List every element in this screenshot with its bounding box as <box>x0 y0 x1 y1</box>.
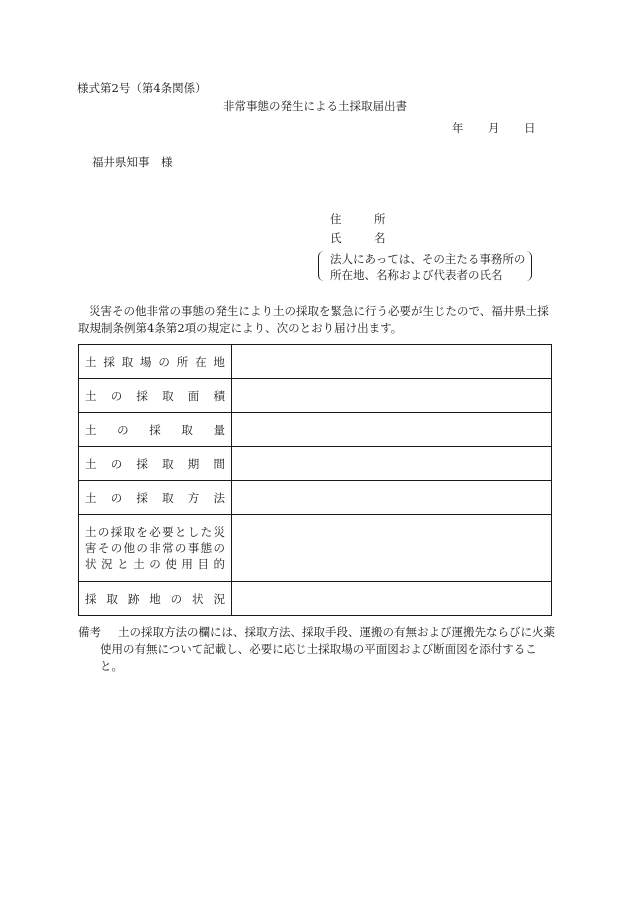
remarks-label: 備考 <box>78 625 101 639</box>
label-extraction-amount: 土 の 採 取 量 <box>79 413 232 447</box>
corporation-note-line: 所在地、名称および代表者の氏名 <box>330 268 503 282</box>
corporation-note-text <box>330 251 525 283</box>
table-row <box>79 379 552 413</box>
right-bracket <box>525 251 532 281</box>
intro-paragraph: 災害その他非常の事態の発生により土の採取を緊急に行う必要が生じたので、福井県土採取規制条例第4条第2項の規定により、次のとおり届け出ます。 <box>78 304 549 335</box>
date-month: 月 <box>488 121 500 135</box>
input-emergency-situation[interactable] <box>232 515 552 582</box>
name-label <box>330 230 386 246</box>
form-number: 様式第2号（第4条関係） <box>77 81 207 95</box>
address-label-char: 住 <box>330 212 342 226</box>
address-label-char: 所 <box>374 212 386 226</box>
table-row <box>79 447 552 481</box>
document-title: 非常事態の発生による土採取届出書 <box>223 99 407 113</box>
label-emergency-situation: 土 の 採 取 を 必 要 と し た 災 害 そ の 他 の 非 常 の 事 態 の 状 況 と 土 の 使 用 目 的 <box>79 515 232 582</box>
addressee: 福井県知事 様 <box>92 155 173 169</box>
input-extraction-period[interactable] <box>232 447 552 481</box>
date-year: 年 <box>452 121 464 135</box>
input-extraction-method[interactable] <box>232 481 552 515</box>
table-row <box>79 481 552 515</box>
label-site-location: 土 採 取 場 の 所 在 地 <box>79 345 232 379</box>
table-row <box>79 515 552 582</box>
input-site-after-condition[interactable] <box>232 582 552 616</box>
label-extraction-period: 土 の 採 取 期 間 <box>79 447 232 481</box>
remarks <box>78 624 556 675</box>
date-line <box>452 120 536 136</box>
name-label-char: 氏 <box>330 231 342 245</box>
input-extraction-amount[interactable] <box>232 413 552 447</box>
report-table <box>78 344 552 616</box>
address-label <box>330 211 386 227</box>
remarks-text: 土の採取方法の欄には、採取方法、採取手段、運搬の有無および運搬先ならびに火薬使用の有無について記載し、必要に応じ土採取場の平面図および断面図を添付すること。 <box>100 625 555 673</box>
corporation-note-line: 法人にあっては、その主たる事務所の <box>330 252 526 266</box>
name-label-char: 名 <box>374 231 386 245</box>
input-extraction-area[interactable] <box>232 379 552 413</box>
table-row <box>79 413 552 447</box>
table-row <box>79 582 552 616</box>
left-bracket <box>318 251 325 281</box>
label-extraction-method: 土 の 採 取 方 法 <box>79 481 232 515</box>
label-extraction-area: 土 の 採 取 面 積 <box>79 379 232 413</box>
label-site-after-condition: 採 取 跡 地 の 状 況 <box>79 582 232 616</box>
corporation-note <box>318 251 532 285</box>
date-day: 日 <box>524 121 536 135</box>
table-row <box>79 345 552 379</box>
input-site-location[interactable] <box>232 345 552 379</box>
